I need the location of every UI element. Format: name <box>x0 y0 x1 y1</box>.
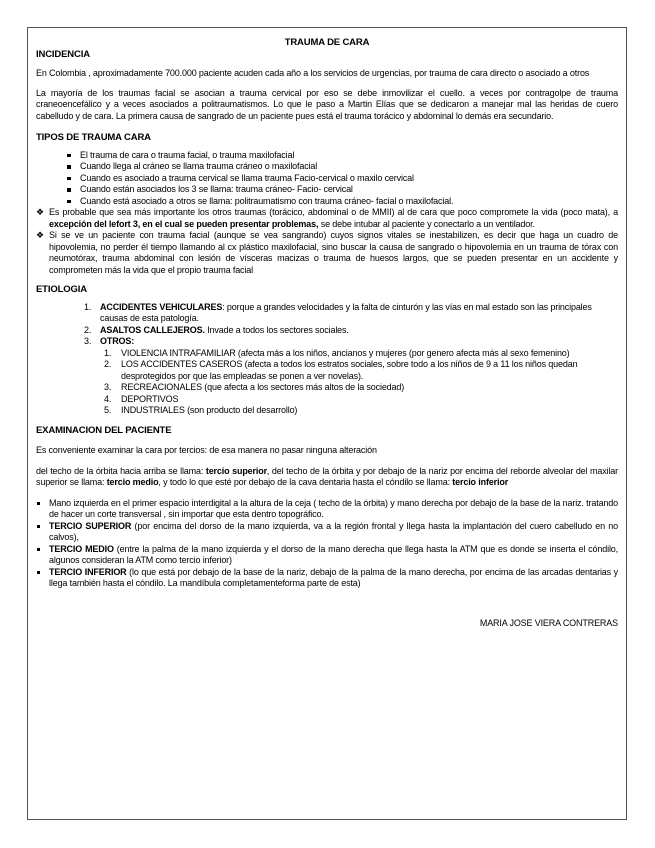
examinacion-list <box>36 498 618 590</box>
signature: MARIA JOSE VIERA CONTRERAS <box>479 617 618 628</box>
list-item: 2. ASALTOS CALLEJEROS. Invade a todos los sectores sociales. <box>84 324 349 335</box>
list-item: Mano izquierda en el primer espacio interdigital a la altura de la ceja ( techo de la órbita) y mano derecha por debajo de la base de la nariz. tratando de hacer un corte transversal , sin importar que esta dentro topográfico. <box>36 498 618 521</box>
examinacion-paragraph-2: del techo de la órbita hacia arriba se llama: tercio superior, del techo de la órbita y por debajo de la nariz por encima del reborde alveolar del maxilar superior se llama: tercio medio, y todo lo que esté por debajo de la cava dentaria hasta el cóndilo se llama: tercio inferior <box>36 465 618 487</box>
tipos-list <box>36 150 618 208</box>
list-item: 1. ACCIDENTES VEHICULARES: porque a grandes velocidades y la falta de cinturón y las vías en mal estado son las principales causas de esta patología. <box>84 301 592 323</box>
otros-list <box>100 348 618 417</box>
note-item: ❖ Si se ve un paciente con trauma facial (aunque se vea sangrando) cuyos signos vitales se inestabilizen, es decir que haga un cuadro de hipovolemia, no perder él tiempo llamando al cx plástico maxilofacial, sino buscar la causa de sangrado o hipovolemia en un trauma de tórax con neumotórax, trauma abdominal con lesión de vísceras macizas o trauma de huesos largos, que se pueden presentar en un accidente y comprometen más la vida que el propio trauma facial <box>36 230 618 275</box>
list-item: TERCIO INFERIOR (lo que está por debajo de la base de la nariz, debajo de la palma de la mano derecha, por encima de las arcadas dentarias y llega también hasta el cóndilo. La mandíbula completamenteforma parte de esta) <box>36 567 618 590</box>
incidencia-paragraph-2: La mayoría de los traumas facial se asocian a trauma cervical por eso se debe inmovilizar el cuello. a veces por contragolpe de trauma craneoencefálico y a veces asociados a politraumatismos. Lo que le paso a Martin Elías que se dedicaron a manejar mal las heridas de cuero cabelludo y de cara. La primera causa de sangrado de un paciente pues está el trauma torácico y abdominal lo demás era secundario. <box>36 87 618 121</box>
page-title: TRAUMA DE CARA <box>284 37 370 48</box>
diamond-bullet-icon: ❖ <box>36 230 44 240</box>
list-item: 3. RECREACIONALES (que afecta a los sectores más altos de la sociedad) <box>104 382 405 392</box>
list-item: Cuando es asociado a trauma cervical se llama trauma Facio-cervical o maxilo cervical <box>66 173 618 185</box>
list-item: Cuando está asociado a otros se llama: politraumatismo con trauma cráneo- facial o maxilofacial. <box>66 196 618 208</box>
etiologia-list <box>36 302 618 417</box>
tipos-notes <box>36 207 618 276</box>
list-item: 3. OTROS: 1. VIOLENCIA INTRAFAMILIAR (afecta más a los niños, ancianos y mujeres (por genero afecta más al sexo femenino) 2. LOS ACCIDENTES CASEROS (afecta a todos los estratos sociales, sobre todo a los niños de 9 a 11 los niños quedan desprotegidos por que las empleadas se ponen a ver novelas). 3. RECREACIONALES (que afecta a los sectores más altos de la sociedad) 4. DEPORTIVOS 5. INDUSTRIALES (son producto del desarrollo) <box>84 336 618 417</box>
incidencia-paragraph-1: En Colombia , aproximadamente 700.000 paciente acuden cada año a los servicios de urgencias, por trauma de cara directo o asociado a otros <box>36 68 590 78</box>
list-item: El trauma de cara o trauma facial, o trauma maxilofacial <box>66 150 618 162</box>
list-item: 5. INDUSTRIALES (son producto del desarrollo) <box>104 405 298 415</box>
list-item: Cuando llega al cráneo se llama trauma cráneo o maxilofacial <box>66 161 618 173</box>
heading-etiologia: ETIOLOGIA <box>36 284 87 295</box>
diamond-bullet-icon: ❖ <box>36 207 44 217</box>
list-item: 1. VIOLENCIA INTRAFAMILIAR (afecta más a los niños, ancianos y mujeres (por genero afecta más al sexo femenino) <box>104 347 570 358</box>
heading-examinacion: EXAMINACION DEL PACIENTE <box>36 424 172 436</box>
heading-tipos: TIPOS DE TRAUMA CARA <box>36 132 151 143</box>
note-item: ❖ Es probable que sea más importante los otros traumas (torácico, abdominal o de MMII) al de cara que poco compromete la vida (poco mata), a excepción del lefort 3, en el cual se pueden presentar problemas, se debe intubar al paciente y conectarlo a un ventilador. <box>36 207 618 229</box>
heading-incidencia: INCIDENCIA <box>36 48 90 60</box>
list-item: 4. DEPORTIVOS <box>104 393 179 404</box>
list-item: 2. LOS ACCIDENTES CASEROS (afecta a todos los estratos sociales, sobre todo a los niños de 9 a 11 los niños quedan desprotegidos por que las empleadas se ponen a ver novelas). <box>104 359 578 381</box>
examinacion-paragraph-1: Es conveniente examinar la cara por tercios: de esa manera no pasar ninguna alteración <box>36 445 377 455</box>
document-body <box>36 37 618 629</box>
list-item: TERCIO SUPERIOR (por encima del dorso de la mano izquierda, va a la región frontal y llega hasta la implantación del cuero cabelludo en no calvos), <box>36 521 618 544</box>
list-item: Cuando están asociados los 3 se llama: trauma cráneo- Facio- cervical <box>66 184 618 196</box>
list-item: TERCIO MEDIO (entre la palma de la mano izquierda y el dorso de la mano derecha que llega hasta la ATM que es donde se inserta el cóndilo, algunos consideran la ATM como tercio inferior) <box>36 544 618 567</box>
lefort-emphasis: excepción del lefort 3, en el cual se pueden presentar problemas, <box>49 218 319 229</box>
